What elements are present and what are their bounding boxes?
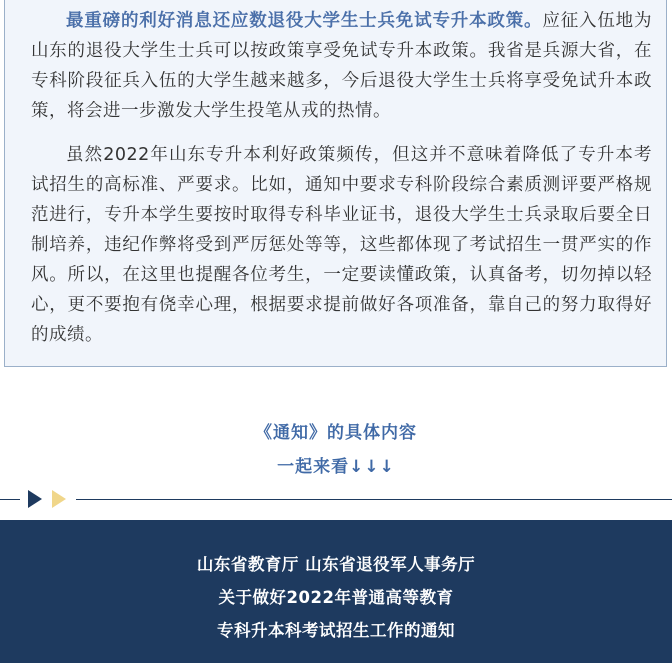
paragraph-1 bbox=[31, 6, 652, 126]
paragraph-2: 虽然2022年山东专升本利好政策频传，但这并不意味着降低了专升本考试招生的高标准、严要求。比如，通知中要求专科阶段综合素质测评要严格规范进行，专升本学生要按时取得专科毕业证书，退役大学生士兵录取后要全日制培养，违纪作弊将受到严厉惩处等等，这些都体现了考试招生一贯严实的作风。所以，在这里也提醒各位考生，一定要读懂政策，认真备考，切勿掉以轻心，更不要抱有侥幸心理，根据要求提前做好各项准备，靠自己的努力取得好的成绩。 bbox=[31, 145, 652, 345]
notice-issuers: 山东省教育厅 山东省退役军人事务厅 bbox=[196, 555, 476, 574]
divider-line-left bbox=[0, 499, 20, 500]
paragraph-1-lead: 最重磅的利好消息还应数退役大学生士兵免试专升本政策。 bbox=[66, 11, 543, 31]
gold-triangle-icon bbox=[52, 490, 66, 508]
section-title-line1: 《通知》的具体内容 bbox=[255, 423, 417, 443]
notice-title-line2: 专科升本科考试招生工作的通知 bbox=[217, 621, 455, 640]
notice-title-line1: 关于做好2022年普通高等教育 bbox=[218, 588, 454, 607]
notice-title-band bbox=[0, 520, 672, 663]
section-title-line2: 一起来看↓↓↓ bbox=[277, 457, 395, 477]
decorative-divider bbox=[0, 484, 672, 514]
navy-triangle-icon bbox=[28, 490, 42, 508]
article-text-box bbox=[4, 0, 667, 367]
paragraph-1-body: 应征入伍地为山东的退役大学生士兵可以按政策享受免试专升本政策。我省是兵源大省，在专科阶段征兵入伍的大学生越来越多，今后退役大学生士兵将享受免试升本政策，将会进一步激发大学生投笔从戎的热情。 bbox=[31, 11, 653, 121]
divider-line-right bbox=[76, 499, 672, 500]
